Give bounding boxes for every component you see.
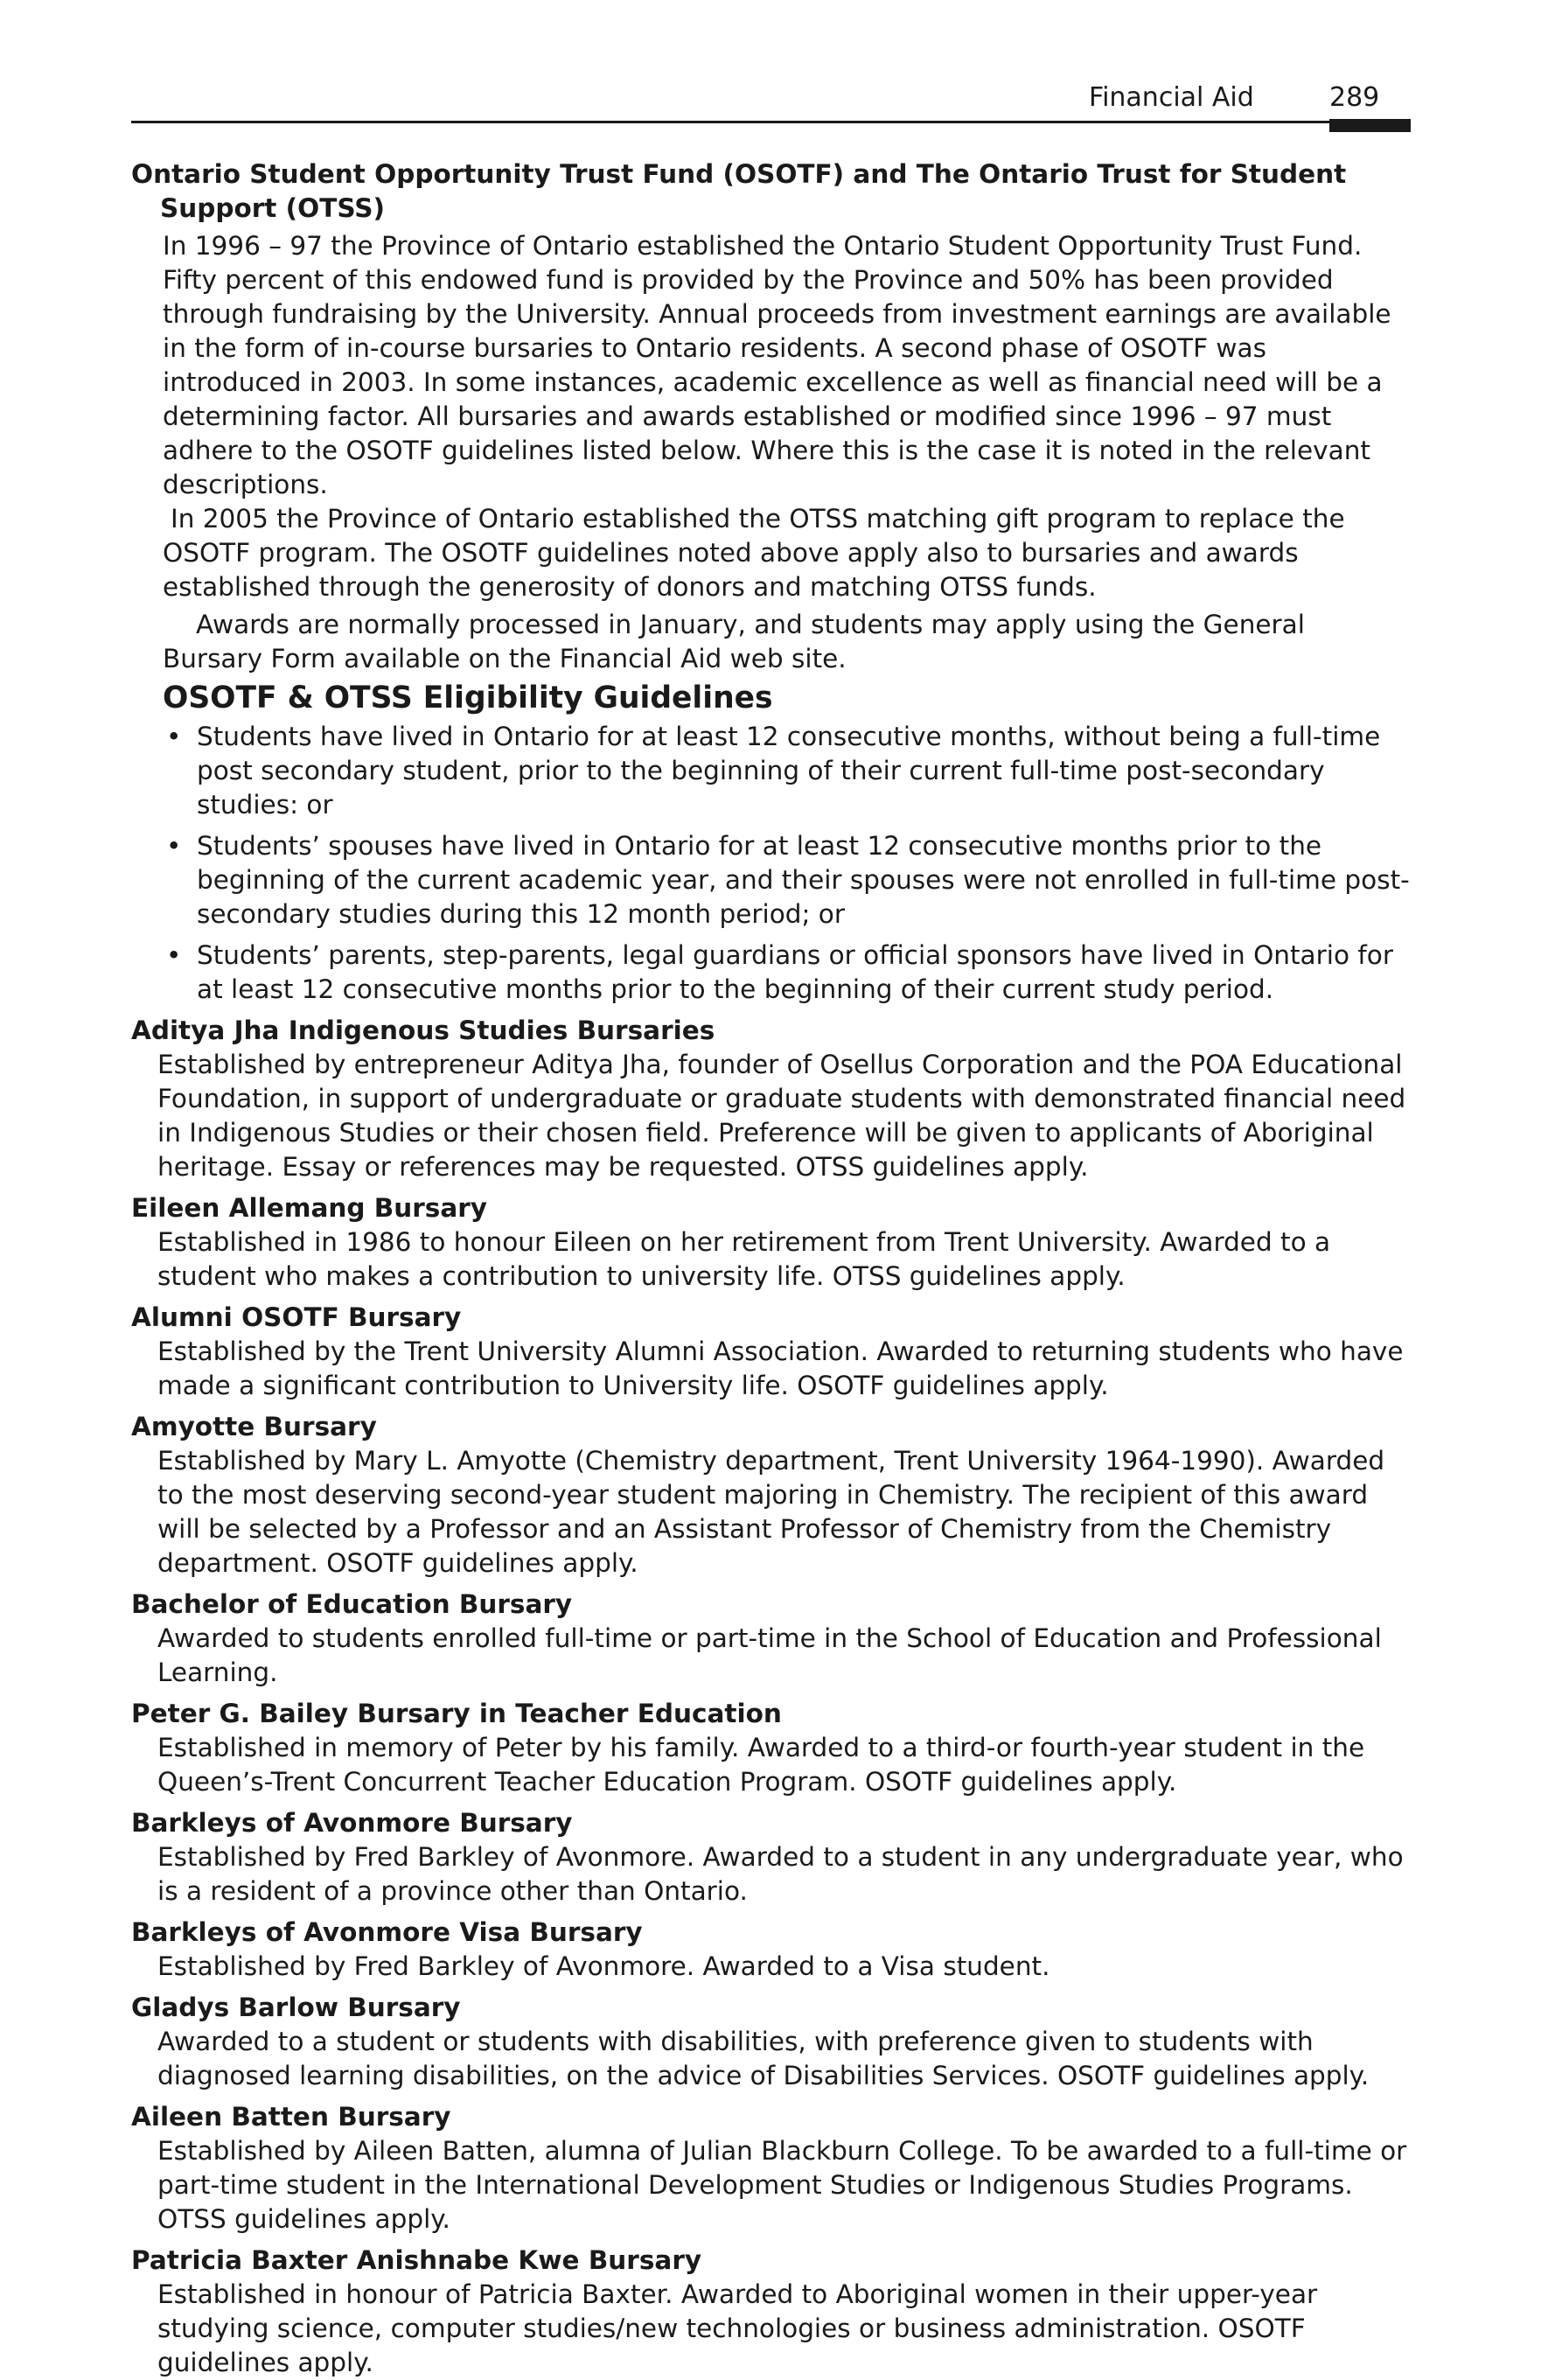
- eligibility-text: Students’ spouses have lived in Ontario for at least 12 consecutive months prior to the beginning of the current academic year, and their spouses were not enrolled in full-time post-secondary studies during this 12 month period; or: [197, 831, 1410, 929]
- bursary-description: Established in 1986 to honour Eileen on her retirement from Trent University. Awarded to a student who makes a contribution to university life. OTSS guidelines apply.: [157, 1227, 1331, 1291]
- eligibility-item: [131, 720, 1412, 822]
- bursary-name: Peter G. Bailey Bursary in Teacher Education: [131, 1699, 782, 1728]
- running-header-section: Financial Aid: [1089, 82, 1254, 113]
- bursary-description: Established in honour of Patricia Baxter. Awarded to Aboriginal women in their upper-year studying science, computer studies/new technologies or business administration. OSOTF guidelines apply.: [157, 2279, 1318, 2377]
- intro-paragraph: In 2005 the Province of Ontario established the OTSS matching gift program to replace the OSOTF program. The OSOTF guidelines noted above apply also to bursaries and awards established through the generosity of donors and matching OTSS funds.: [163, 504, 1345, 602]
- bursary-name: Aditya Jha Indigenous Studies Bursaries: [131, 1016, 715, 1045]
- bursary-entry: [131, 1410, 1412, 1581]
- bursary-description: Established by Fred Barkley of Avonmore. Awarded to a Visa student.: [157, 1951, 1050, 1981]
- eligibility-list: [131, 720, 1412, 1007]
- bursary-description: Established in memory of Peter by his family. Awarded to a third-or fourth-year student in the Queen’s-Trent Concurrent Teacher Education Program. OSOTF guidelines apply.: [157, 1733, 1365, 1797]
- bursary-list: [131, 1014, 1412, 2380]
- bullet-icon: •: [166, 940, 182, 970]
- bursary-entry: [131, 2100, 1412, 2237]
- bursary-description: Awarded to a student or students with disabilities, with preference given to students with diagnosed learning disabilities, on the advice of Disabilities Services. OSOTF guidelines apply.: [157, 2027, 1370, 2090]
- bursary-name: Alumni OSOTF Bursary: [131, 1302, 462, 1332]
- eligibility-text: Students have lived in Ontario for at least 12 consecutive months, without being a full-time post secondary student, prior to the beginning of their current full-time post-secondary studies: or: [197, 722, 1381, 820]
- bursary-description: Established by Aileen Batten, alumna of Julian Blackburn College. To be awarded to a full-time or part-time student in the International Development Studies or Indigenous Studies Programs. OTSS guidelines apply.: [157, 2136, 1407, 2234]
- bursary-description: Established by entrepreneur Aditya Jha, founder of Osellus Corporation and the POA Educational Foundation, in support of undergraduate or graduate students with demonstrated financial need in Indigenous Studies or their chosen field. Preference will be given to applicants of Aboriginal heritage. Essay or references may be requested. OTSS guidelines apply.: [157, 1050, 1406, 1182]
- bursary-description: Established by the Trent University Alumni Association. Awarded to returning students who have made a significant contribution to University life. OSOTF guidelines apply.: [157, 1337, 1404, 1400]
- osotf-intro-section: [131, 157, 1412, 1007]
- section-heading: Ontario Student Opportunity Trust Fund (OSOTF) and The Ontario Trust for Student Support (OTSS): [131, 159, 1347, 223]
- bursary-name: Barkleys of Avonmore Visa Bursary: [131, 1917, 643, 1947]
- intro-paragraph: In 1996 – 97 the Province of Ontario established the Ontario Student Opportunity Trust Fund. Fifty percent of this endowed fund is provided by the Province and 50% has been provided through fundraising by the University. Annual proceeds from investment earnings are available in the form of in-course bursaries to Ontario residents. A second phase of OSOTF was introduced in 2003. In some instances, academic excellence as well as financial need will be a determining factor. All bursaries and awards established or modified since 1996 – 97 must adhere to the OSOTF guidelines listed below. Where this is the case it is noted in the relevant descriptions.: [163, 231, 1391, 499]
- bursary-name: Gladys Barlow Bursary: [131, 1993, 461, 2022]
- eligibility-text: Students’ parents, step-parents, legal guardians or official sponsors have lived in Ontario for at least 12 consecutive months prior to the beginning of their current study period.: [197, 940, 1393, 1004]
- eligibility-item: [131, 939, 1412, 1007]
- bursary-entry: [131, 1916, 1412, 1984]
- bursary-name: Amyotte Bursary: [131, 1412, 377, 1441]
- bursary-entry: [131, 1014, 1412, 1184]
- bursary-name: Bachelor of Education Bursary: [131, 1589, 573, 1619]
- intro-paragraph: Awards are normally processed in January, and students may apply using the General Bursary Form available on the Financial Aid web site.: [163, 610, 1305, 674]
- header-tab-marker: [1329, 119, 1411, 132]
- bursary-name: Aileen Batten Bursary: [131, 2102, 451, 2132]
- eligibility-item: [131, 829, 1412, 932]
- bursary-entry: [131, 1301, 1412, 1403]
- bursary-entry: [131, 1991, 1412, 2093]
- bullet-icon: •: [166, 831, 182, 861]
- bursary-name: Barkleys of Avonmore Bursary: [131, 1808, 573, 1838]
- bursary-entry: [131, 1191, 1412, 1294]
- bursary-name: Patricia Baxter Anishnabe Kwe Bursary: [131, 2245, 702, 2275]
- page-content: [131, 157, 1412, 2380]
- bursary-name: Eileen Allemang Bursary: [131, 1193, 488, 1223]
- bursary-description: Established by Fred Barkley of Avonmore. Awarded to a student in any undergraduate year, who is a resident of a province other than Ontario.: [157, 1842, 1404, 1906]
- bursary-description: Established by Mary L. Amyotte (Chemistry department, Trent University 1964-1990). Awarded to the most deserving second-year student majoring in Chemistry. The recipient of this award will be selected by a Professor and an Assistant Professor of Chemistry from the Chemistry department. OSOTF guidelines apply.: [157, 1446, 1385, 1578]
- eligibility-heading: OSOTF & OTSS Eligibility Guidelines: [163, 680, 773, 715]
- bursary-entry: [131, 1697, 1412, 1799]
- bursary-entry: [131, 1588, 1412, 1690]
- header-rule: [131, 121, 1408, 123]
- bursary-entry: [131, 1806, 1412, 1909]
- bullet-icon: •: [166, 722, 182, 751]
- page-number: 289: [1329, 82, 1380, 113]
- bursary-description: Awarded to students enrolled full-time or part-time in the School of Education and Professional Learning.: [157, 1623, 1382, 1687]
- bursary-entry: [131, 2244, 1412, 2380]
